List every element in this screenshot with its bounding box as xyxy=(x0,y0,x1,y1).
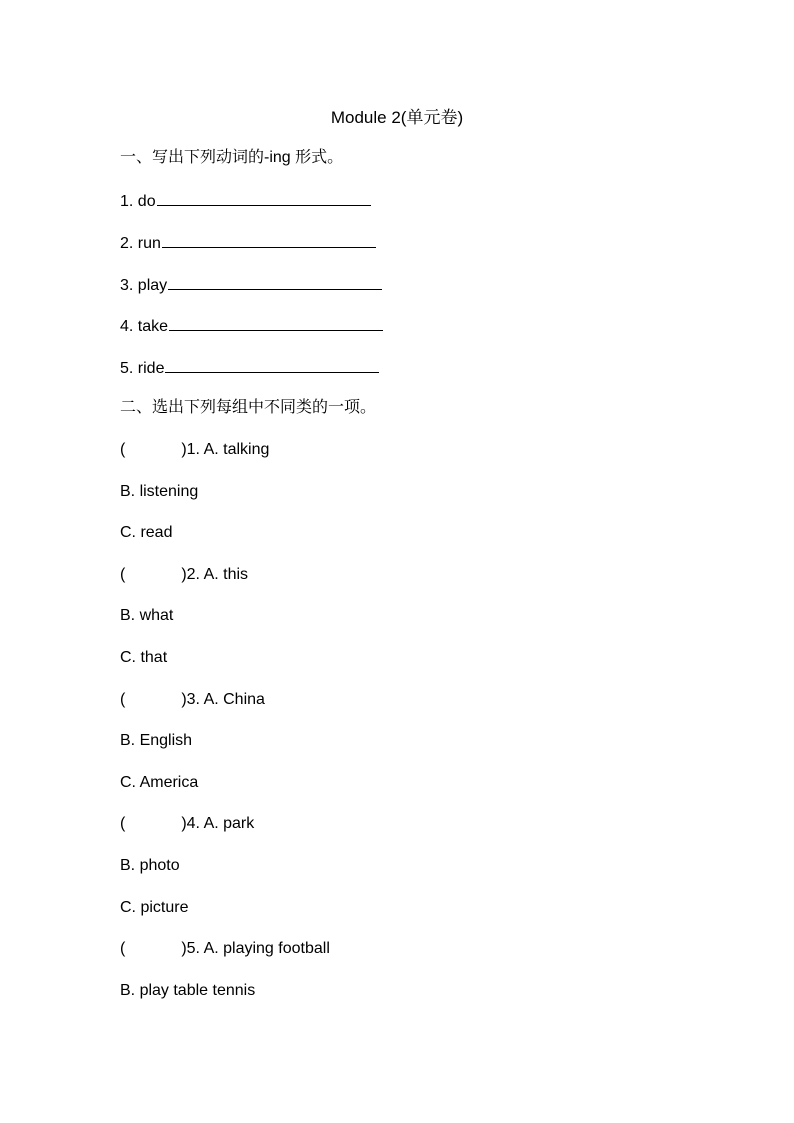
question-number: )2. xyxy=(181,566,200,583)
answer-blank[interactable] xyxy=(169,314,383,331)
question-line xyxy=(120,439,269,461)
question-line xyxy=(120,564,248,586)
item-word: do xyxy=(137,193,156,210)
question-number: )3. xyxy=(181,691,200,708)
option-b: B. listening xyxy=(120,483,199,500)
question-number: )5. xyxy=(181,940,200,957)
fill-in-item xyxy=(120,231,376,255)
section-heading-1: 一、写出下列动词的-ing 形式。 xyxy=(120,149,344,166)
answer-blank[interactable] xyxy=(162,231,376,248)
item-word: play xyxy=(137,277,168,294)
option-a: A. playing football xyxy=(203,940,330,957)
fill-in-item xyxy=(120,189,371,213)
item-number: 3. xyxy=(120,277,134,294)
option-a: A. talking xyxy=(203,441,270,458)
answer-blank[interactable] xyxy=(165,356,379,373)
fill-in-item xyxy=(120,273,382,297)
option-b: B. English xyxy=(120,732,193,749)
item-number: 2. xyxy=(120,235,134,252)
question-number: )1. xyxy=(181,441,200,458)
option-c: C. picture xyxy=(120,899,189,916)
question-line xyxy=(120,938,330,960)
option-c: C. that xyxy=(120,649,168,666)
item-number: 4. xyxy=(120,318,134,335)
page-title: Module 2(单元卷) xyxy=(330,108,464,127)
item-word: run xyxy=(137,235,161,252)
option-b: B. photo xyxy=(120,857,180,874)
question-line xyxy=(120,813,254,835)
fill-in-item xyxy=(120,356,379,380)
option-a: A. park xyxy=(203,815,255,832)
answer-paren-open[interactable]: ( xyxy=(120,815,126,832)
fill-in-item xyxy=(120,314,383,338)
section-heading-2: 二、选出下列每组中不同类的一项。 xyxy=(120,399,377,416)
answer-blank[interactable] xyxy=(168,273,382,290)
answer-paren-open[interactable]: ( xyxy=(120,691,126,708)
option-c: C. read xyxy=(120,524,173,541)
answer-paren-open[interactable]: ( xyxy=(120,566,126,583)
option-b: B. play table tennis xyxy=(120,982,256,999)
option-c: C. America xyxy=(120,774,199,791)
option-a: A. China xyxy=(203,691,265,708)
item-number: 5. xyxy=(120,360,134,377)
answer-blank[interactable] xyxy=(157,189,371,206)
question-number: )4. xyxy=(181,815,200,832)
item-word: ride xyxy=(137,360,165,377)
answer-paren-open[interactable]: ( xyxy=(120,441,126,458)
option-b: B. what xyxy=(120,607,174,624)
item-word: take xyxy=(137,318,169,335)
answer-paren-open[interactable]: ( xyxy=(120,940,126,957)
item-number: 1. xyxy=(120,193,134,210)
option-a: A. this xyxy=(203,566,249,583)
question-line xyxy=(120,689,265,711)
